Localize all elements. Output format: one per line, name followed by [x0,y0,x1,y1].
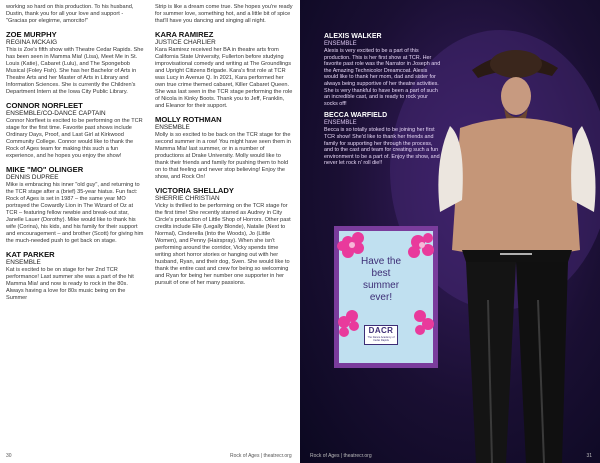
cast-role: REGINA MCKAIG [6,39,58,46]
bio-text: Mike is embracing his inner "old guy", and returning to the TCR stage after a (brief) 35-year hiatus. Fun fact: Rock of Ages is set in 1987 – the same year MO portrayed the Cowardly Lion in The Wizard of Oz at TCR – featuring fellow newbie and break-out star, Janelle Lauer (Dorothy). Mike would like to thank his wife (Corina), his kids, and his family for their support and encouragement – and brother (Scott) for giving him the much-needed push to get back on stage. [6,182,144,244]
cast-role: ENSEMBLE [324,41,357,47]
ad-headline [340,256,422,304]
dacr-logo [364,325,398,345]
bio-mike-olinger [6,165,144,245]
bio-alexis-walker [324,32,442,107]
ad-line: summer [362,280,400,291]
ad-line: ever! [369,292,393,303]
bio-becca-warfield [324,111,442,167]
cast-name: VICTORIA SHELLADY [155,186,234,195]
right-bio-column [324,28,442,167]
bio-text: Vicky is thrilled to be performing on the TCR stage for the first time! She recently starred as Audrey in City Circle's production of Little Shop of Horrors. Other past credits include Elle (Legally Blonde), Natalie (Next to Normal), Cinderella (Into the Woods), Jo (Little Women), and Penny (Hairspray). When she isn't performing around the corridor, Vicky spends time writing short horror stories or hanging out with her husband, Ryan, and their dog, Sven. She would like to thank the entire cast and crew for being so welcoming and Ryan for being her number one supporter in her pursuit of one of her many passions. [155,203,291,286]
cast-name: BECCA WARFIELD [324,112,388,120]
cast-name: ALEXIS WALKER [324,33,382,40]
cast-name: MOLLY ROTHMAN [155,115,222,124]
bio-text: Connor Norfleet is excited to be performing on the TCR stage for the first time. Favorite past shows include Ordinary Days, Proof, and Last Girl at Kirkwood Community College. Connor would like to thank the Rock of Ages team for making this such a fun experience, and he hopes you enjoy the show! [6,118,143,159]
bio-kara-ramirez [155,30,293,110]
bio-text: This is Zoe's fifth show with Theatre Cedar Rapids. She has been seen in Mamma Mia! (Lisa), Meet Me in St. Louis (Katie), Cabaret (Lulu), and The Spongebob Musical (Foley Fish). She has her Bachelor of Arts in Theatre Arts and her Master of Arts in Library and Information Sciences. She is currently the Children's Department Intern at the Iowa City Public Library. [6,47,144,95]
page-number: 31 [586,453,592,459]
bio-column-2 [155,4,293,287]
dacr-logo-letters: DACR [368,326,394,335]
dacr-logo-tagline: The Dance Academy of Cedar Rapids [367,336,395,342]
bio-text: Kat is excited to be on stage for her 2nd TCR performance! Last summer she was a part of the hit Mamma Mia! and now is ready to rock in the 80s. Always having a love for 80s music being on the Summer [6,267,134,301]
cast-name: KAT PARKER [6,250,55,259]
cast-role: ENSEMBLE [155,124,190,131]
cast-role: ENSEMBLE [324,120,357,127]
bio-text: Alexis is very excited to be a part of this production. This is her first show at TCR. Her favorite past role was the Narrator in Joseph and the Amazing Technicolor Dreamcoat. Alexis would like to thank her mom, dad and sister for always being supportive of her theatre activities. She is very thankful to have been a part of such an incredible cast, and is ready to rock your socks off! [324,48,441,107]
bio-kat-parker [6,250,144,302]
bio-continued [6,4,144,25]
dance-academy-ad [334,226,438,368]
cast-role: JUSTICE CHARLIER [155,39,216,46]
right-page [300,0,600,463]
page-footer: Rock of Ages | theatrecr.org [310,453,372,459]
cast-name: MIKE "MO" OLINGER [6,165,84,174]
cast-role: ENSEMBLE [6,259,41,266]
bio-continued [155,4,293,25]
ad-line: best [371,268,391,279]
page-number: 30 [6,453,12,459]
bio-text: Strip is like a dream come true. She hopes you're ready for summer love, something hot, and a little bit of spice that'll have you dancing and singing all night. [155,4,293,24]
cast-name: CONNOR NORFLEET [6,101,83,110]
bio-text: Becca is so totally stoked to be joining her first TCR show! She'd like to thank her friends and family for supporting her through the process, and to the cast and team for creating such a fun environment to be a part of. Enjoy the show, and never let rock n' roll die!! [324,127,440,167]
bio-zoe-murphy [6,30,144,96]
bio-molly-rothman [155,115,293,181]
cast-role: DENNIS DUPREE [6,174,59,181]
bio-text: Kara Ramirez received her BA in theatre arts from California State University, Fullerton before studying improvisational comedy and writing at The Groundlings and Upright Citizens Brigade. Kara's first role at TCR was Lucy in Avenue Q. In 2021, Kara performed her own true crime themed cabaret, Killer Cabaret Queen. She was last seen in the TCR stage performing the role of Nicola in Kinky Boots. Thank you to Jeff, Franklin, and Eleanor for their support. [155,47,293,109]
bio-victoria-shellady [155,186,293,287]
bio-text: Molly is so excited to be back on the TCR stage for the second summer in a row! You might have seen them in Mamma Mia! last summer, or in a number of productions at Drake University. Molly would like to thank their friends and family for pushing them to hold on to that feeling and never stop believing! Enjoy the show, and Rock On! [155,132,291,180]
cast-name: KARA RAMIREZ [155,30,214,39]
bio-text: working so hard on this production. To his husband, Dustin, thank you for all your love and support - "Gracias por elegirme, amorcito!" [6,4,134,24]
cast-role: SHERRIE CHRISTIAN [155,195,220,202]
cast-name: ZOE MURPHY [6,30,57,39]
ad-line: Have the [360,256,402,267]
cast-role: ENSEMBLE/CO-DANCE CAPTAIN [6,110,106,117]
page-footer: Rock of Ages | theatrecr.org [230,453,292,459]
bio-connor-norfleet [6,101,144,160]
bio-column-1 [6,4,144,302]
